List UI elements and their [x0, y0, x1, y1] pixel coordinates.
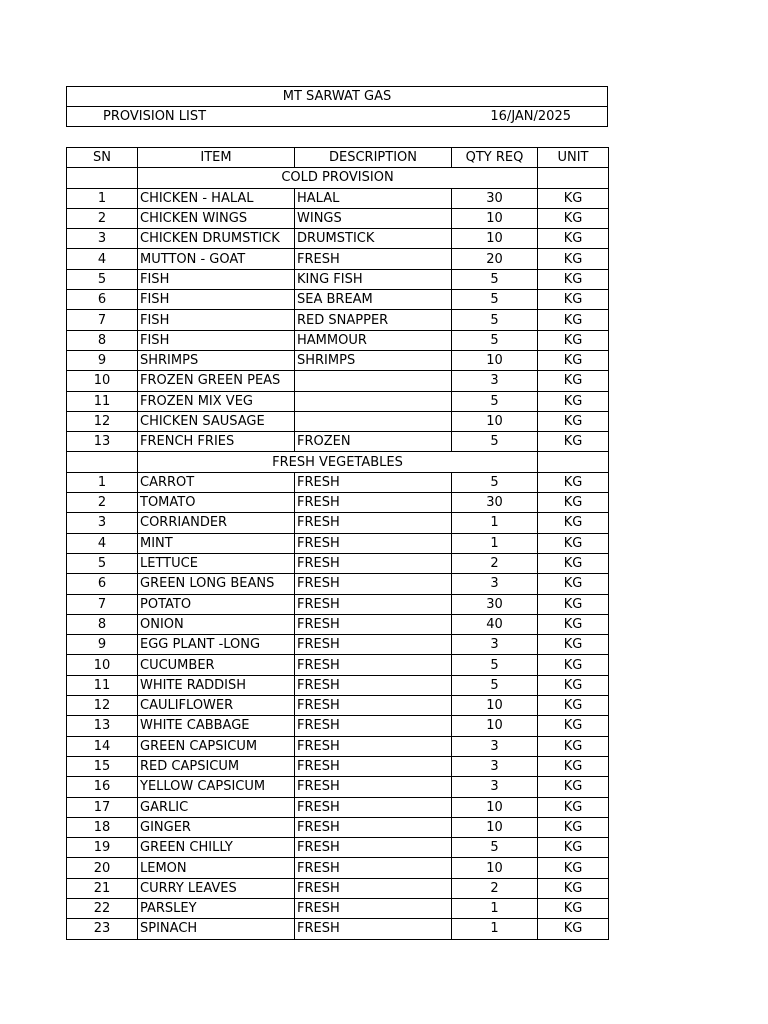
- row-description: FRESH: [295, 614, 452, 634]
- row-item: CUCUMBER: [138, 655, 295, 675]
- row-item: FROZEN GREEN PEAS: [138, 371, 295, 391]
- row-unit: KG: [538, 858, 609, 878]
- row-qty: 1: [452, 513, 538, 533]
- row-item: CORRIANDER: [138, 513, 295, 533]
- row-qty: 10: [452, 797, 538, 817]
- row-item: MUTTON - GOAT: [138, 249, 295, 269]
- row-item: FISH: [138, 330, 295, 350]
- list-info-row: [67, 107, 608, 127]
- row-qty: 5: [452, 472, 538, 492]
- vessel-name: MT SARWAT GAS: [67, 87, 608, 107]
- row-item: FISH: [138, 310, 295, 330]
- row-description: FRESH: [295, 919, 452, 939]
- list-name: PROVISION LIST: [103, 109, 207, 124]
- row-sn: 6: [67, 290, 138, 310]
- table-row: [67, 290, 609, 310]
- row-unit: KG: [538, 350, 609, 370]
- row-qty: 5: [452, 838, 538, 858]
- provision-table: [66, 147, 609, 940]
- row-unit: KG: [538, 411, 609, 431]
- row-qty: 30: [452, 493, 538, 513]
- row-qty: 10: [452, 350, 538, 370]
- table-row: [67, 269, 609, 289]
- row-sn: 5: [67, 553, 138, 573]
- row-description: HALAL: [295, 188, 452, 208]
- row-item: CARROT: [138, 472, 295, 492]
- row-unit: KG: [538, 777, 609, 797]
- vessel-title-row: [67, 87, 608, 107]
- row-sn: 10: [67, 371, 138, 391]
- row-sn: 6: [67, 574, 138, 594]
- table-row: [67, 756, 609, 776]
- table-row: [67, 898, 609, 918]
- table-row: [67, 432, 609, 452]
- row-description: FROZEN: [295, 432, 452, 452]
- table-row: [67, 350, 609, 370]
- row-description: FRESH: [295, 675, 452, 695]
- table-row: [67, 878, 609, 898]
- row-unit: KG: [538, 493, 609, 513]
- row-item: SHRIMPS: [138, 350, 295, 370]
- row-description: FRESH: [295, 696, 452, 716]
- row-description: FRESH: [295, 817, 452, 837]
- table-row: [67, 736, 609, 756]
- row-qty: 5: [452, 269, 538, 289]
- row-description: FRESH: [295, 493, 452, 513]
- row-description: FRESH: [295, 838, 452, 858]
- row-sn: 23: [67, 919, 138, 939]
- section-title: COLD PROVISION: [138, 168, 538, 188]
- row-sn: 2: [67, 493, 138, 513]
- row-sn: 5: [67, 269, 138, 289]
- table-row: [67, 188, 609, 208]
- row-unit: KG: [538, 208, 609, 228]
- row-description: FRESH: [295, 898, 452, 918]
- row-qty: 2: [452, 878, 538, 898]
- row-unit: KG: [538, 635, 609, 655]
- table-row: [67, 635, 609, 655]
- row-qty: 10: [452, 817, 538, 837]
- row-qty: 3: [452, 635, 538, 655]
- row-description: FRESH: [295, 756, 452, 776]
- row-sn: 12: [67, 696, 138, 716]
- row-description: KING FISH: [295, 269, 452, 289]
- row-description: FRESH: [295, 736, 452, 756]
- row-qty: 10: [452, 411, 538, 431]
- row-sn: 2: [67, 208, 138, 228]
- row-sn: 13: [67, 432, 138, 452]
- row-unit: KG: [538, 614, 609, 634]
- table-row: [67, 716, 609, 736]
- row-unit: KG: [538, 513, 609, 533]
- row-description: FRESH: [295, 635, 452, 655]
- list-date: 16/JAN/2025: [490, 109, 571, 124]
- section-unit-blank: [538, 168, 609, 188]
- row-item: MINT: [138, 533, 295, 553]
- table-row: [67, 371, 609, 391]
- row-item: ONION: [138, 614, 295, 634]
- row-description: FRESH: [295, 553, 452, 573]
- row-sn: 21: [67, 878, 138, 898]
- table-row: [67, 513, 609, 533]
- row-sn: 7: [67, 310, 138, 330]
- column-header-description: DESCRIPTION: [295, 148, 452, 168]
- row-sn: 11: [67, 675, 138, 695]
- row-item: RED CAPSICUM: [138, 756, 295, 776]
- row-item: GREEN CAPSICUM: [138, 736, 295, 756]
- row-description: FRESH: [295, 513, 452, 533]
- row-description: FRESH: [295, 249, 452, 269]
- row-unit: KG: [538, 898, 609, 918]
- row-qty: 5: [452, 310, 538, 330]
- row-sn: 12: [67, 411, 138, 431]
- table-row: [67, 493, 609, 513]
- row-qty: 1: [452, 919, 538, 939]
- row-description: FRESH: [295, 655, 452, 675]
- row-unit: KG: [538, 249, 609, 269]
- row-description: FRESH: [295, 797, 452, 817]
- row-item: CURRY LEAVES: [138, 878, 295, 898]
- row-item: CHICKEN SAUSAGE: [138, 411, 295, 431]
- row-qty: 3: [452, 777, 538, 797]
- row-description: [295, 371, 452, 391]
- row-unit: KG: [538, 310, 609, 330]
- row-qty: 5: [452, 675, 538, 695]
- row-unit: KG: [538, 716, 609, 736]
- table-row: [67, 858, 609, 878]
- table-row: [67, 817, 609, 837]
- section-title: FRESH VEGETABLES: [138, 452, 538, 472]
- row-description: FRESH: [295, 574, 452, 594]
- table-row: [67, 249, 609, 269]
- table-row: [67, 330, 609, 350]
- row-unit: KG: [538, 838, 609, 858]
- table-row: [67, 919, 609, 939]
- row-sn: 1: [67, 472, 138, 492]
- row-sn: 8: [67, 330, 138, 350]
- row-item: LEMON: [138, 858, 295, 878]
- row-item: FISH: [138, 269, 295, 289]
- table-row: [67, 310, 609, 330]
- row-sn: 8: [67, 614, 138, 634]
- row-description: FRESH: [295, 594, 452, 614]
- row-sn: 13: [67, 716, 138, 736]
- row-item: TOMATO: [138, 493, 295, 513]
- row-sn: 9: [67, 350, 138, 370]
- row-unit: KG: [538, 574, 609, 594]
- row-item: LETTUCE: [138, 553, 295, 573]
- row-item: GINGER: [138, 817, 295, 837]
- row-description: SHRIMPS: [295, 350, 452, 370]
- row-item: YELLOW CAPSICUM: [138, 777, 295, 797]
- table-row: [67, 472, 609, 492]
- row-unit: KG: [538, 533, 609, 553]
- row-item: CHICKEN DRUMSTICK: [138, 229, 295, 249]
- section-unit-blank: [538, 452, 609, 472]
- row-item: GREEN CHILLY: [138, 838, 295, 858]
- row-sn: 7: [67, 594, 138, 614]
- provision-table-body: [67, 168, 609, 939]
- row-qty: 5: [452, 432, 538, 452]
- table-row: [67, 614, 609, 634]
- row-item: FISH: [138, 290, 295, 310]
- table-row: [67, 797, 609, 817]
- row-unit: KG: [538, 878, 609, 898]
- section-sn-blank: [67, 452, 138, 472]
- row-description: HAMMOUR: [295, 330, 452, 350]
- row-unit: KG: [538, 472, 609, 492]
- document-header: [66, 86, 608, 127]
- provision-document: [66, 86, 608, 940]
- row-item: CHICKEN - HALAL: [138, 188, 295, 208]
- row-description: FRESH: [295, 777, 452, 797]
- row-sn: 9: [67, 635, 138, 655]
- row-item: CAULIFLOWER: [138, 696, 295, 716]
- row-qty: 10: [452, 716, 538, 736]
- row-sn: 17: [67, 797, 138, 817]
- row-unit: KG: [538, 696, 609, 716]
- row-description: FRESH: [295, 533, 452, 553]
- section-header-row: [67, 168, 609, 188]
- table-row: [67, 675, 609, 695]
- row-description: FRESH: [295, 858, 452, 878]
- row-unit: KG: [538, 371, 609, 391]
- row-item: FROZEN MIX VEG: [138, 391, 295, 411]
- row-unit: KG: [538, 553, 609, 573]
- row-item: GARLIC: [138, 797, 295, 817]
- row-qty: 20: [452, 249, 538, 269]
- row-qty: 10: [452, 229, 538, 249]
- row-qty: 2: [452, 553, 538, 573]
- row-qty: 10: [452, 208, 538, 228]
- row-sn: 1: [67, 188, 138, 208]
- row-item: WHITE RADDISH: [138, 675, 295, 695]
- row-description: FRESH: [295, 878, 452, 898]
- row-unit: KG: [538, 391, 609, 411]
- row-unit: KG: [538, 655, 609, 675]
- column-header-row: [67, 148, 609, 168]
- row-qty: 3: [452, 736, 538, 756]
- row-unit: KG: [538, 736, 609, 756]
- row-qty: 5: [452, 330, 538, 350]
- row-qty: 1: [452, 533, 538, 553]
- column-header-qty: QTY REQ: [452, 148, 538, 168]
- row-sn: 14: [67, 736, 138, 756]
- row-sn: 18: [67, 817, 138, 837]
- table-row: [67, 553, 609, 573]
- row-qty: 3: [452, 574, 538, 594]
- table-row: [67, 533, 609, 553]
- row-unit: KG: [538, 188, 609, 208]
- row-sn: 3: [67, 513, 138, 533]
- row-description: FRESH: [295, 716, 452, 736]
- row-unit: KG: [538, 756, 609, 776]
- row-qty: 10: [452, 858, 538, 878]
- row-qty: 30: [452, 594, 538, 614]
- table-row: [67, 655, 609, 675]
- row-unit: KG: [538, 269, 609, 289]
- row-description: SEA BREAM: [295, 290, 452, 310]
- row-item: CHICKEN WINGS: [138, 208, 295, 228]
- row-sn: 19: [67, 838, 138, 858]
- table-row: [67, 777, 609, 797]
- header-spacer: [66, 127, 608, 147]
- row-sn: 4: [67, 249, 138, 269]
- row-item: FRENCH FRIES: [138, 432, 295, 452]
- row-qty: 5: [452, 655, 538, 675]
- row-item: SPINACH: [138, 919, 295, 939]
- row-qty: 10: [452, 696, 538, 716]
- row-item: POTATO: [138, 594, 295, 614]
- row-description: [295, 411, 452, 431]
- row-sn: 10: [67, 655, 138, 675]
- row-unit: KG: [538, 330, 609, 350]
- table-row: [67, 391, 609, 411]
- row-sn: 3: [67, 229, 138, 249]
- row-unit: KG: [538, 594, 609, 614]
- row-sn: 11: [67, 391, 138, 411]
- row-sn: 4: [67, 533, 138, 553]
- row-unit: KG: [538, 919, 609, 939]
- row-unit: KG: [538, 229, 609, 249]
- section-sn-blank: [67, 168, 138, 188]
- column-header-unit: UNIT: [538, 148, 609, 168]
- column-header-item: ITEM: [138, 148, 295, 168]
- row-qty: 3: [452, 756, 538, 776]
- row-item: PARSLEY: [138, 898, 295, 918]
- column-header-sn: SN: [67, 148, 138, 168]
- row-sn: 16: [67, 777, 138, 797]
- table-row: [67, 229, 609, 249]
- row-description: [295, 391, 452, 411]
- row-sn: 22: [67, 898, 138, 918]
- row-unit: KG: [538, 817, 609, 837]
- table-row: [67, 838, 609, 858]
- row-unit: KG: [538, 797, 609, 817]
- row-description: DRUMSTICK: [295, 229, 452, 249]
- row-qty: 30: [452, 188, 538, 208]
- row-qty: 5: [452, 391, 538, 411]
- table-row: [67, 594, 609, 614]
- table-row: [67, 574, 609, 594]
- row-item: GREEN LONG BEANS: [138, 574, 295, 594]
- row-qty: 40: [452, 614, 538, 634]
- row-qty: 5: [452, 290, 538, 310]
- row-item: EGG PLANT -LONG: [138, 635, 295, 655]
- row-qty: 1: [452, 898, 538, 918]
- row-description: FRESH: [295, 472, 452, 492]
- row-sn: 20: [67, 858, 138, 878]
- table-row: [67, 208, 609, 228]
- row-qty: 3: [452, 371, 538, 391]
- row-description: RED SNAPPER: [295, 310, 452, 330]
- row-sn: 15: [67, 756, 138, 776]
- row-description: WINGS: [295, 208, 452, 228]
- table-row: [67, 696, 609, 716]
- table-row: [67, 411, 609, 431]
- row-unit: KG: [538, 675, 609, 695]
- row-item: WHITE CABBAGE: [138, 716, 295, 736]
- row-unit: KG: [538, 290, 609, 310]
- row-unit: KG: [538, 432, 609, 452]
- section-header-row: [67, 452, 609, 472]
